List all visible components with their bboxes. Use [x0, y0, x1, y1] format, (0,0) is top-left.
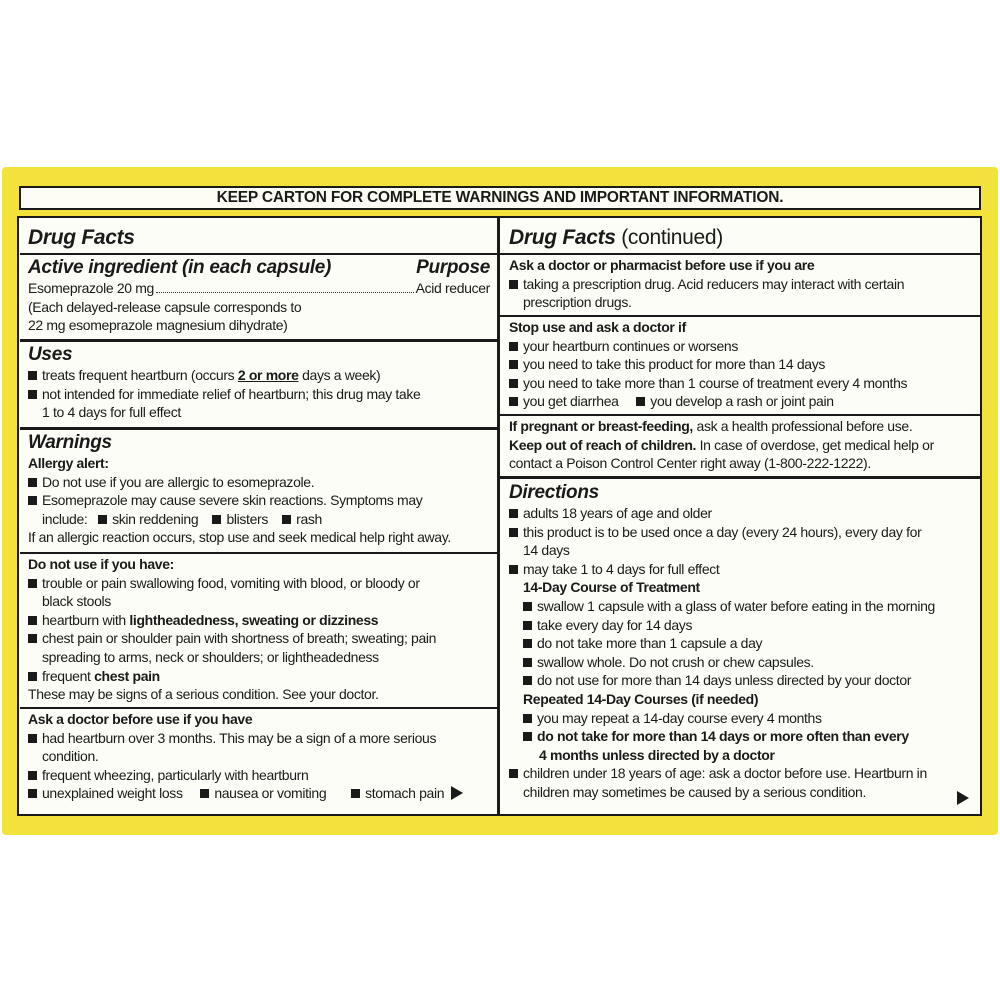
list-item: adults 18 years of age and older: [509, 504, 935, 523]
list-item: trouble or pain swallowing food, vomiting with blood, or bloody or: [28, 574, 436, 593]
bullet-icon: [351, 789, 360, 798]
list-item: your heartburn continues or worsens: [509, 337, 907, 356]
list-item: take every day for 14 days: [509, 616, 935, 635]
list-item: had heartburn over 3 months. This may be a sign of a more serious: [28, 729, 463, 748]
ask-doctor-heading: Ask a doctor before use if you have: [28, 711, 253, 727]
stop-use-heading: Stop use and ask a doctor if: [509, 319, 686, 335]
bullet-icon: [28, 634, 37, 643]
list-item: Do not use if you are allergic to esomeprazole.: [28, 473, 451, 492]
bullet-icon: [509, 528, 518, 537]
bullet-icon: [509, 342, 518, 351]
uses-section: [28, 344, 420, 422]
list-item-continued: 4 months unless directed by a doctor: [539, 746, 775, 763]
bullet-icon: [509, 280, 518, 289]
list-item: children under 18 years of age: ask a doctor before use. Heartburn in: [509, 764, 935, 783]
stop-use-section: [509, 318, 907, 411]
leader-dots: [156, 292, 414, 293]
poison-control: contact a Poison Control Center right away (1-800-222-1222).: [509, 455, 871, 472]
ask-pharmacist-heading: Ask a doctor or pharmacist before use if you are: [509, 257, 815, 273]
ask-pharmacist-section: [509, 256, 904, 312]
list-item: taking a prescription drug. Acid reducers may interact with certain: [509, 275, 904, 294]
list-item-continued: condition.: [42, 748, 99, 765]
list-item: do not use for more than 14 days unless directed by your doctor: [509, 671, 935, 690]
divider: [20, 427, 497, 430]
bullet-icon: [28, 579, 37, 588]
active-ingredient-heading: Active ingredient (in each capsule): [28, 257, 332, 278]
ingredient-note: (Each delayed-release capsule corresponds to: [28, 298, 302, 315]
pregnancy-warning: If pregnant or breast-feeding, ask a health professional before use.: [509, 418, 913, 434]
warnings-heading: Warnings: [28, 432, 112, 453]
list-item: swallow 1 capsule with a glass of water before eating in the morning: [509, 597, 935, 616]
list-item-continued: prescription drugs.: [523, 294, 632, 311]
bullet-icon: [523, 639, 532, 648]
bullet-icon: [98, 515, 107, 524]
divider: [500, 253, 980, 255]
list-item: unexplained weight loss nausea or vomiting stomach pain: [28, 784, 463, 803]
divider: [20, 552, 497, 554]
bullet-icon: [636, 397, 645, 406]
bullet-icon: [28, 496, 37, 505]
bullet-icon: [28, 390, 37, 399]
ask-doctor-section: [28, 710, 463, 803]
list-item: chest pain or shoulder pain with shortness of breath; sweating; pain: [28, 629, 436, 648]
bullet-icon: [28, 478, 37, 487]
list-item: heartburn with lightheadedness, sweating or dizziness: [28, 611, 436, 630]
do-not-use-heading: Do not use if you have:: [28, 556, 174, 572]
list-item-continued: 1 to 4 days for full effect: [42, 404, 181, 421]
bullet-icon: [509, 379, 518, 388]
bullet-icon: [28, 672, 37, 681]
list-item: may take 1 to 4 days for full effect: [509, 560, 935, 579]
bullet-icon: [523, 658, 532, 667]
list-item-continued: spreading to arms, neck or shoulders; or lightheadedness: [42, 648, 379, 665]
children-warning: Keep out of reach of children. In case of overdose, get medical help or: [509, 436, 934, 453]
list-item: swallow whole. Do not crush or chew capsules.: [509, 653, 935, 672]
active-ingredient-section: [28, 257, 490, 335]
divider: [20, 253, 497, 255]
list-item: you need to take this product for more than 14 days: [509, 355, 907, 374]
ingredient-name: Esomeprazole 20 mg: [28, 280, 154, 296]
drug-facts-title: Drug Facts: [28, 226, 135, 249]
warnings-section: [28, 432, 451, 547]
right-title-block: [509, 226, 723, 250]
divider: [500, 315, 980, 317]
bullet-icon: [28, 789, 37, 798]
uses-heading: Uses: [28, 344, 73, 365]
directions-section: [509, 482, 935, 802]
bullet-icon: [282, 515, 291, 524]
symptom-list: include: skin reddening blisters rash: [42, 510, 322, 527]
repeat-course-heading: Repeated 14-Day Courses (if needed): [523, 690, 759, 707]
list-item: you need to take more than 1 course of treatment every 4 months: [509, 374, 907, 393]
divider: [20, 707, 497, 709]
list-item: frequent chest pain: [28, 667, 436, 686]
divider: [20, 339, 497, 342]
bullet-icon: [28, 734, 37, 743]
bullet-icon: [523, 714, 532, 723]
divider: [500, 476, 980, 479]
list-item-continued: children may sometimes be caused by a serious condition.: [523, 783, 867, 800]
list-item-continued: 14 days: [523, 542, 570, 559]
list-item-continued: black stools: [42, 593, 111, 610]
course-heading: 14-Day Course of Treatment: [523, 579, 700, 596]
list-item: you get diarrhea you develop a rash or joint pain: [509, 392, 907, 411]
bullet-icon: [28, 616, 37, 625]
list-item: you may repeat a 14-day course every 4 months: [509, 709, 935, 728]
bullet-icon: [28, 771, 37, 780]
allergy-alert-heading: Allergy alert:: [28, 455, 109, 471]
drug-facts-continued-title: Drug Facts (continued): [509, 226, 723, 249]
continue-arrow-icon: [957, 791, 969, 805]
serious-condition-note: These may be signs of a serious condition. See your doctor.: [28, 686, 379, 703]
bullet-icon: [509, 769, 518, 778]
allergy-note: If an allergic reaction occurs, stop use and seek medical help right away.: [28, 529, 451, 546]
list-item: do not take for more than 14 days or more often than every: [509, 727, 935, 746]
list-item: frequent wheezing, particularly with heartburn: [28, 766, 463, 785]
keep-carton-banner: KEEP CARTON FOR COMPLETE WARNINGS AND IMPORTANT INFORMATION.: [19, 186, 981, 210]
list-item: this product is to be used once a day (every 24 hours), every day for: [509, 523, 935, 542]
bullet-icon: [200, 789, 209, 798]
list-item: do not take more than 1 capsule a day: [509, 634, 935, 653]
bullet-icon: [523, 732, 532, 741]
pregnancy-section: [509, 417, 934, 473]
bullet-icon: [523, 602, 532, 611]
list-item: treats frequent heartburn (occurs 2 or more days a week): [28, 366, 420, 385]
list-item: Esomeprazole may cause severe skin reactions. Symptoms may: [28, 491, 451, 510]
bullet-icon: [28, 371, 37, 380]
left-title-block: [28, 226, 135, 250]
divider: [500, 414, 980, 416]
bullet-icon: [523, 621, 532, 630]
ingredient-note: 22 mg esomeprazole magnesium dihydrate): [28, 317, 288, 334]
do-not-use-section: [28, 555, 436, 704]
ingredient-purpose: Acid reducer: [415, 280, 490, 296]
bullet-icon: [509, 565, 518, 574]
bullet-icon: [509, 360, 518, 369]
bullet-icon: [509, 397, 518, 406]
bullet-icon: [509, 509, 518, 518]
list-item: not intended for immediate relief of heartburn; this drug may take: [28, 385, 420, 404]
purpose-heading: Purpose: [416, 257, 490, 278]
column-divider: [497, 216, 500, 816]
bullet-icon: [212, 515, 221, 524]
directions-heading: Directions: [509, 482, 599, 503]
bullet-icon: [523, 676, 532, 685]
continue-arrow-icon: [451, 786, 463, 800]
